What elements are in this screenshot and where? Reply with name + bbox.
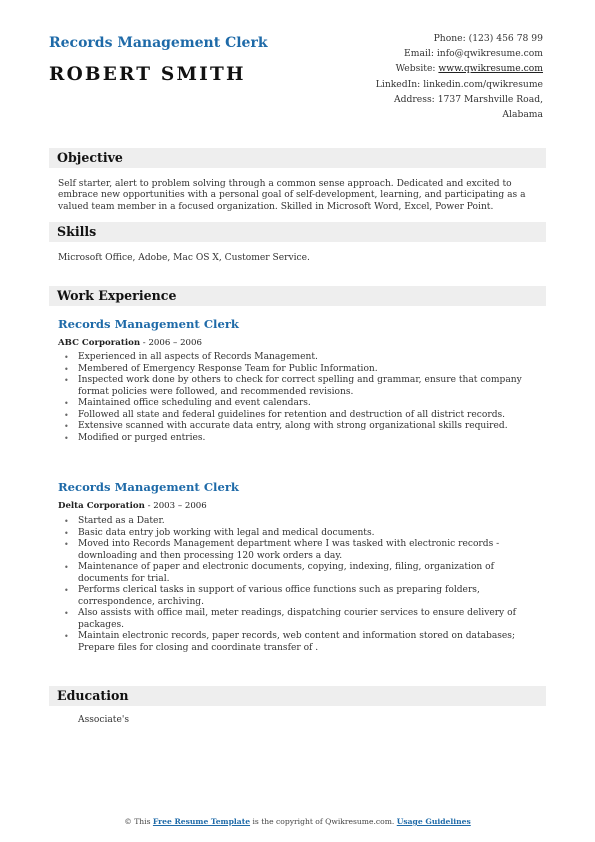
list-item: • Experienced in all aspects of Records Management.: [64, 352, 542, 364]
contact-address: [323, 92, 543, 107]
email-label: Email:: [404, 48, 434, 60]
contact-address-line2: Alabama: [502, 109, 543, 121]
phone-value: (123) 456 78 99: [468, 33, 543, 44]
list-item: • Extensive scanned with accurate data entry, along with strong organizational skills required.: [64, 421, 542, 433]
linkedin-label: LinkedIn:: [375, 78, 421, 90]
job-title: Records Management Clerk: [58, 317, 239, 331]
usage-guidelines-link[interactable]: Usage Guidelines: [396, 817, 471, 826]
list-item: • Followed all state and federal guidelines for retention and destruction of all district records.: [64, 410, 542, 422]
contact-email: [323, 46, 543, 61]
address-label: Address:: [394, 93, 435, 105]
list-item: • Membered of Emergency Response Team for Public Information.: [64, 364, 542, 376]
job-dates: - 2003 – 2006: [144, 501, 207, 511]
footer-prefix: © This: [124, 817, 153, 826]
list-item: • Maintained office scheduling and event calendars.: [64, 398, 542, 410]
job-company-line: [58, 501, 207, 511]
list-item: • Basic data entry job working with legal and medical documents.: [64, 528, 542, 540]
list-item: • Moved into Records Management department where I was tasked with electronic records - downloading and then processing 120 work orders a day.: [64, 539, 542, 562]
list-item: • Modified or purged entries.: [64, 433, 542, 445]
contact-phone: [323, 31, 543, 46]
website-label: Website:: [395, 63, 436, 75]
candidate-name: ROBERT SMITH: [49, 64, 246, 85]
job-title: Records Management Clerk: [58, 480, 239, 494]
objective-heading: Objective: [57, 150, 123, 165]
linkedin-value: linkedin.com/qwikresume: [423, 78, 543, 90]
contact-linkedin: [323, 77, 543, 92]
skills-text: Microsoft Office, Adobe, Mac OS X, Customer Service.: [58, 253, 310, 263]
free-resume-template-link[interactable]: Free Resume Template: [152, 817, 251, 826]
job-dates: - 2006 – 2006: [140, 338, 202, 348]
footer-middle: is the copyright of Qwikresume.com.: [250, 817, 397, 826]
address-line1: 1737 Marshville Road,: [437, 93, 543, 105]
email-value[interactable]: info@qwikresume.com: [436, 48, 543, 60]
company-name: ABC Corporation: [58, 338, 141, 348]
list-item: • Started as a Dater.: [64, 516, 542, 528]
education-text: Associate's: [78, 715, 130, 725]
header-job-title: Records Management Clerk: [49, 35, 268, 51]
contact-website: [323, 61, 543, 76]
company-name: Delta Corporation: [58, 501, 145, 511]
job-bullets: [64, 352, 542, 444]
work-experience-section-header: [49, 286, 546, 306]
footer: [0, 817, 595, 826]
education-heading: Education: [57, 688, 129, 703]
list-item: • Also assists with office mail, meter readings, dispatching courier services to ensure delivery of packages.: [64, 608, 542, 631]
objective-text: Self starter, alert to problem solving through a common sense approach. Dedicated and excited to embrace new opportunities with a personal goal of self-development, learning, and participating as a valued team member in a focused organization. Skilled in Microsoft Word, Excel, Power Point.: [58, 179, 526, 212]
list-item: • Performs clerical tasks in support of various office functions such as preparing folders, correspondence, archiving.: [64, 585, 542, 608]
skills-heading: Skills: [57, 224, 97, 239]
website-link[interactable]: www.qwikresume.com: [438, 63, 543, 75]
objective-section-header: [49, 148, 546, 168]
list-item: • Maintain electronic records, paper records, web content and information stored on databases; Prepare files for closing and coordinate transfer of .: [64, 631, 542, 654]
phone-label: Phone:: [433, 33, 466, 44]
contact-block: [323, 31, 543, 122]
job-company-line: [58, 338, 202, 348]
list-item: • Maintenance of paper and electronic documents, copying, indexing, filing, organization of documents for trial.: [64, 562, 542, 585]
skills-section-header: [49, 222, 546, 242]
work-experience-heading: Work Experience: [57, 288, 177, 303]
education-section-header: [49, 686, 546, 706]
list-item: • Inspected work done by others to check for correct spelling and grammar, ensure that company format policies were followed, and recommended revisions.: [64, 375, 542, 398]
job-bullets: [64, 516, 542, 654]
